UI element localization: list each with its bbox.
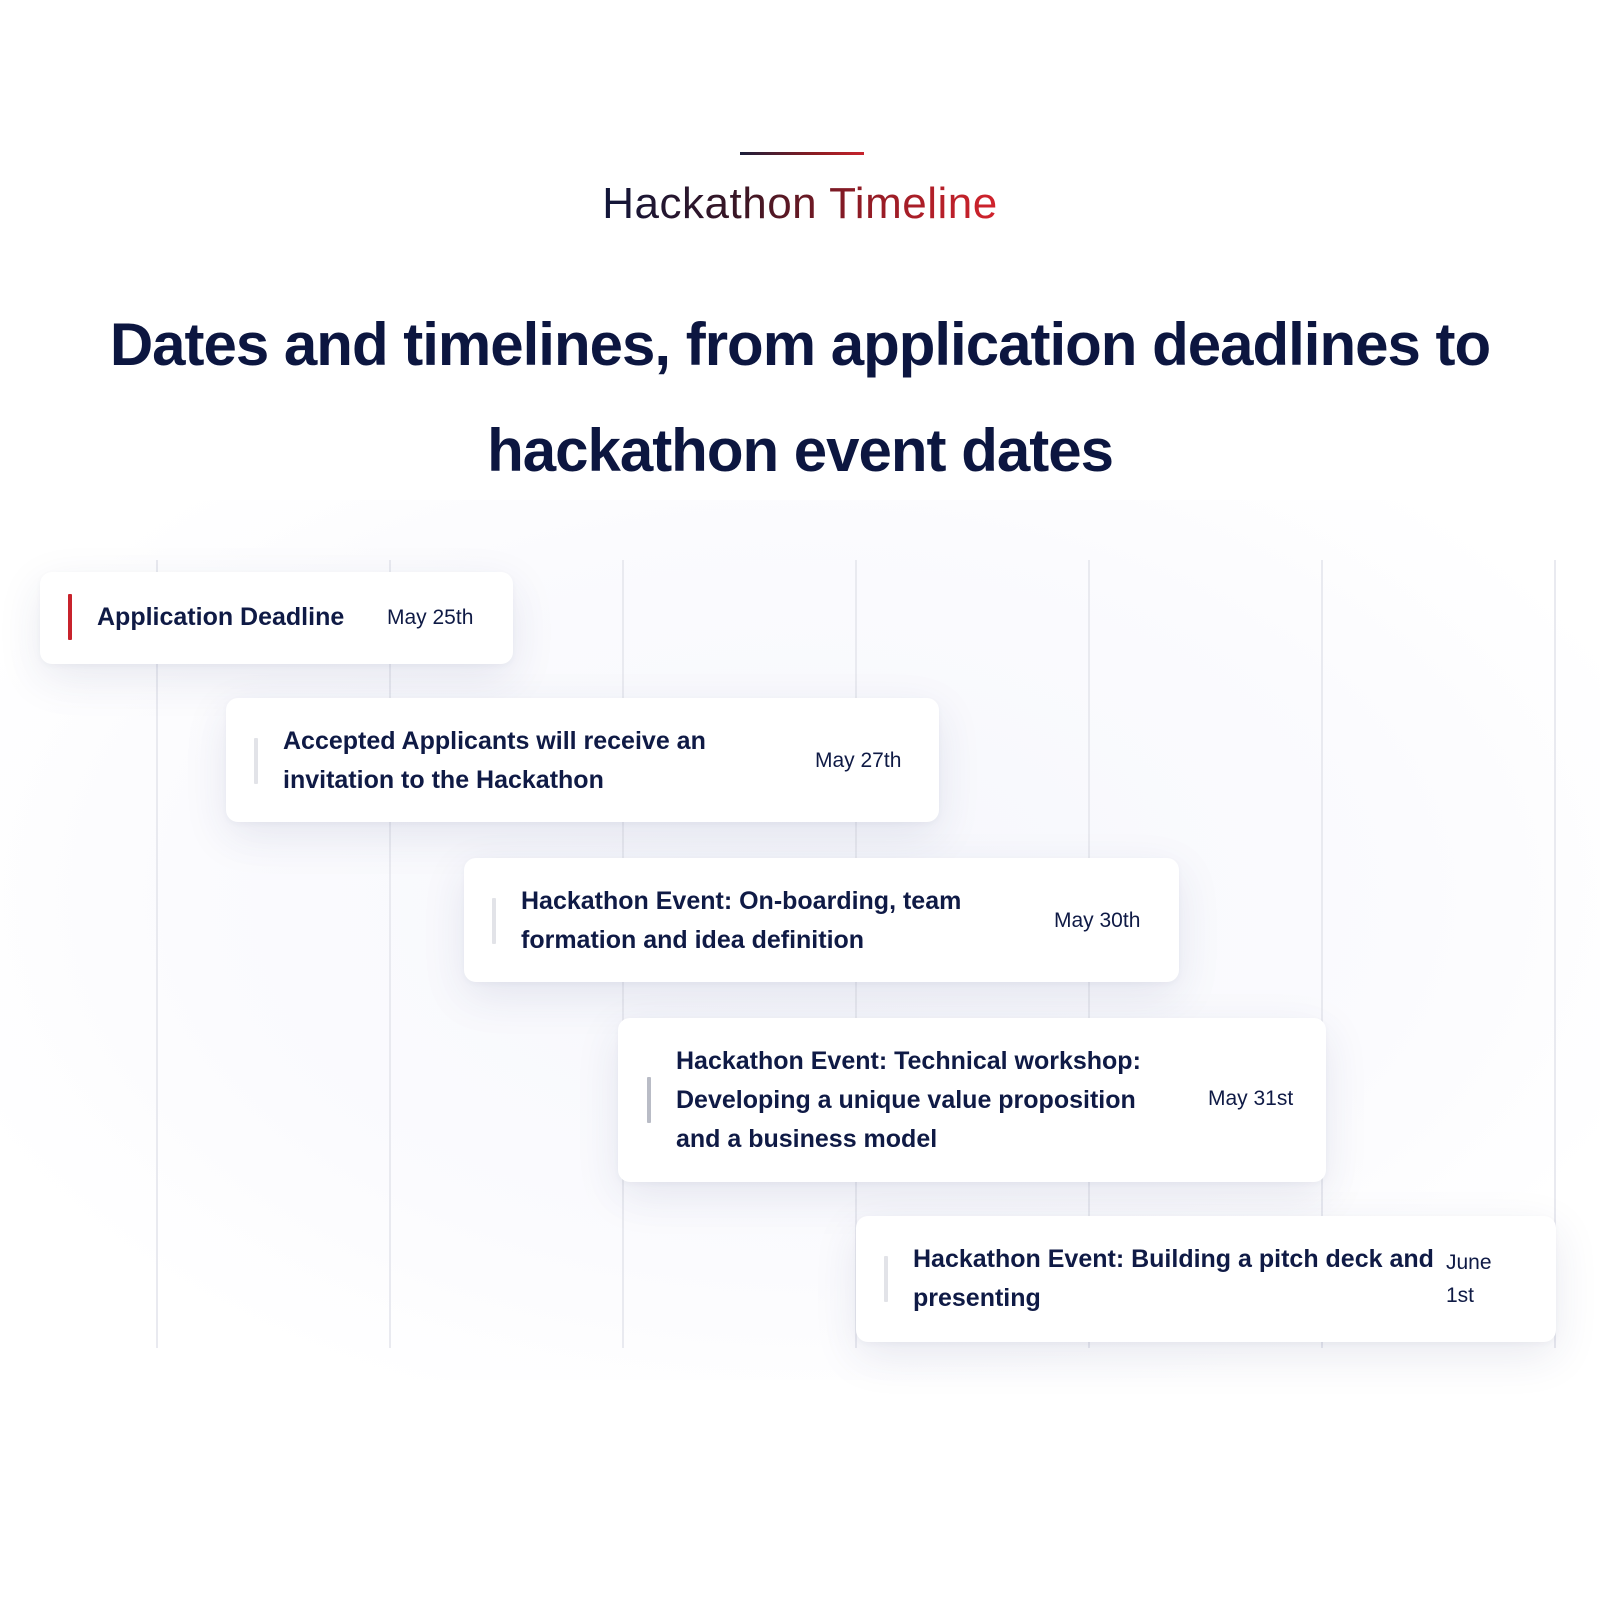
eyebrow-accent-line bbox=[740, 152, 864, 155]
timeline-card-title: Hackathon Event: Building a pitch deck and presenting bbox=[913, 1245, 1434, 1312]
timeline-card-technical-workshop[interactable] bbox=[618, 1018, 1326, 1182]
timeline-card-date: June 1st bbox=[1446, 1251, 1492, 1307]
timeline-card-title: Application Deadline bbox=[97, 603, 345, 631]
timeline-marker bbox=[884, 1256, 888, 1302]
section-eyebrow-text: Hackathon Timeline bbox=[602, 179, 998, 228]
timeline-card-title: Hackathon Event: On-boarding, team formation and idea definition bbox=[521, 887, 962, 954]
page-headline: Dates and timelines, from application deadlines to hackathon event dates bbox=[109, 311, 1491, 484]
timeline-card-application-deadline[interactable] bbox=[40, 572, 513, 664]
timeline-card-date: May 25th bbox=[387, 606, 474, 629]
timeline-marker bbox=[254, 738, 258, 784]
timeline-grid-line bbox=[389, 560, 391, 1348]
timeline-marker bbox=[647, 1077, 651, 1123]
timeline-marker bbox=[492, 898, 496, 944]
section-eyebrow bbox=[0, 176, 1600, 232]
timeline-card-date: May 31st bbox=[1208, 1087, 1294, 1110]
timeline-card-title: Accepted Applicants will receive an invitation to the Hackathon bbox=[283, 727, 706, 794]
timeline-card-title: Hackathon Event: Technical workshop: Developing a unique value proposition and a business model bbox=[676, 1047, 1141, 1153]
timeline-card-date: May 30th bbox=[1054, 909, 1141, 932]
timeline-card-invitation[interactable] bbox=[226, 698, 939, 822]
timeline-active-marker bbox=[68, 594, 72, 640]
timeline-card-date: May 27th bbox=[815, 749, 902, 772]
timeline-grid-line bbox=[156, 560, 158, 1348]
timeline-card-onboarding[interactable] bbox=[464, 858, 1179, 982]
timeline-card-pitch-deck[interactable] bbox=[856, 1216, 1556, 1342]
